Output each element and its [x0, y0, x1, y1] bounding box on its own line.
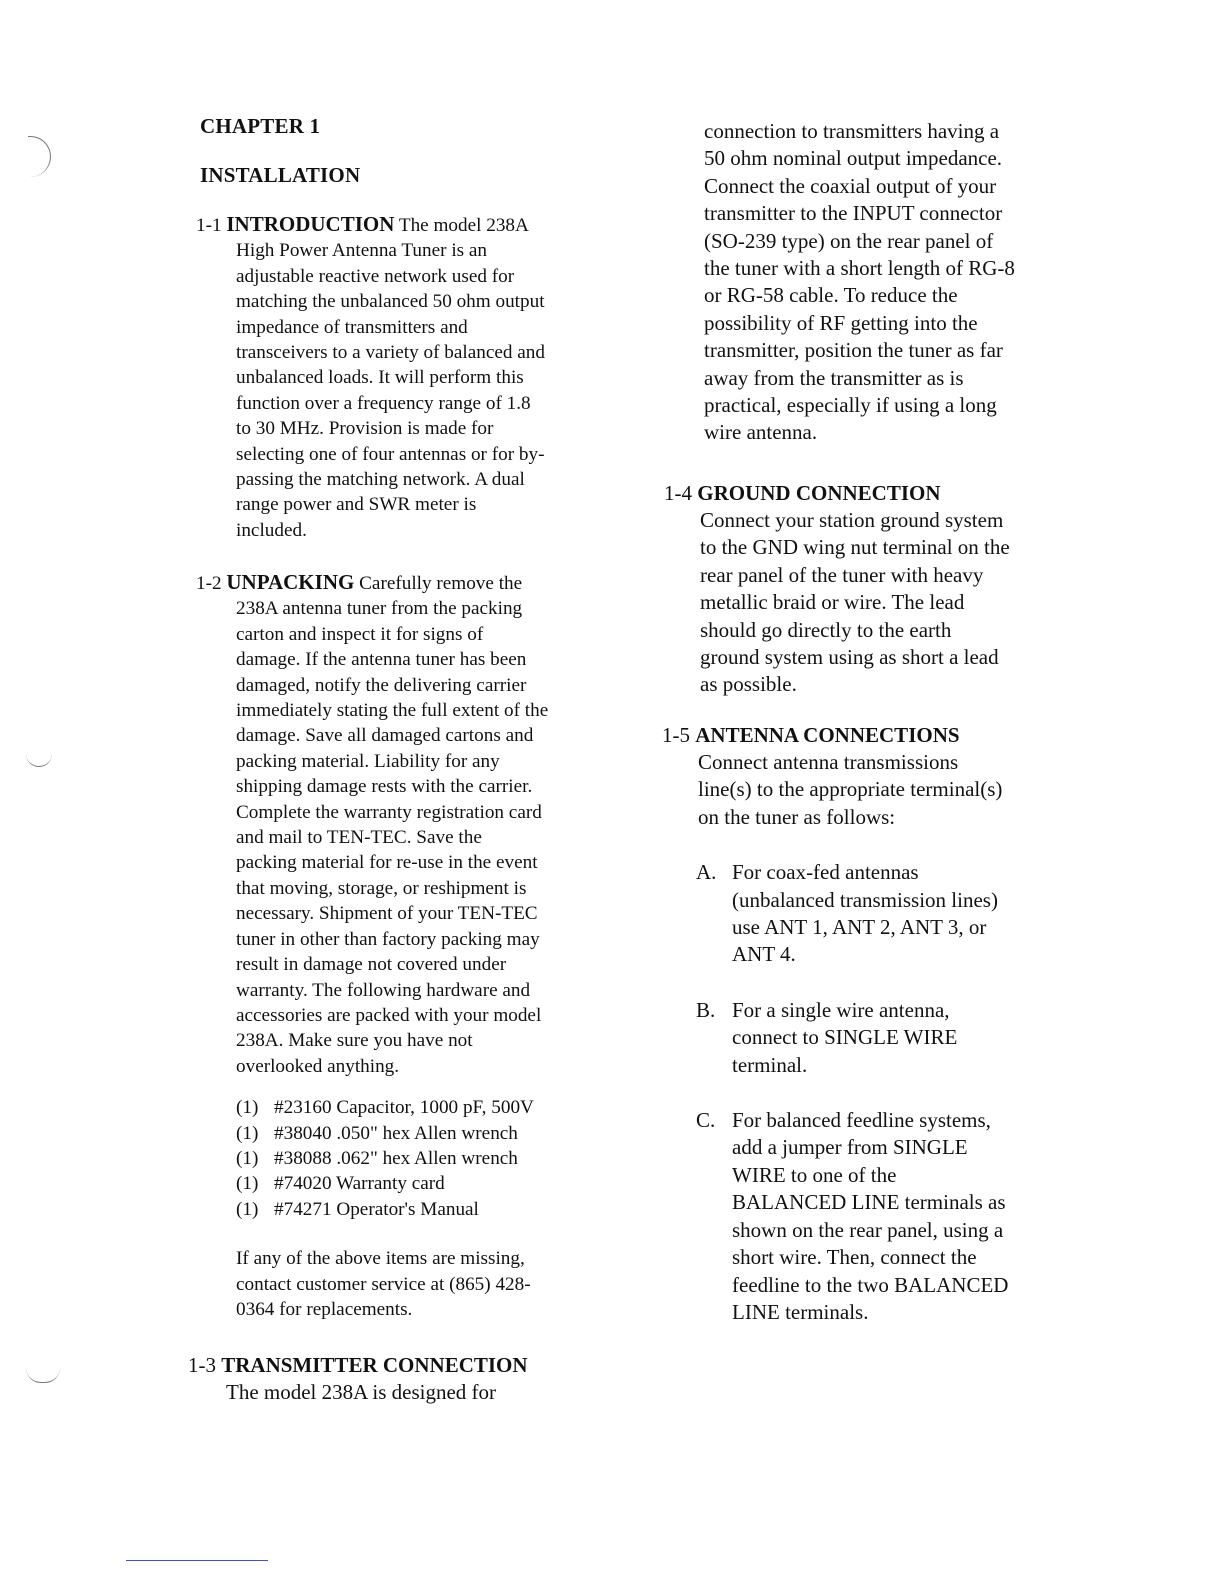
- section-ground-connection: [664, 480, 1064, 699]
- text-line: For coax-fed antennas: [732, 860, 919, 885]
- text-line: 0364 for replacements.: [236, 1298, 413, 1320]
- item-description: #23160 Capacitor, 1000 pF, 500V: [274, 1097, 534, 1119]
- item-quantity: (1): [236, 1122, 259, 1144]
- section-title: GROUND CONNECTION: [697, 481, 941, 505]
- text-line: warranty. The following hardware and: [236, 979, 531, 1001]
- text-line: selecting one of four antennas or for by-: [236, 443, 545, 465]
- text-line: Connect your station ground system: [700, 508, 1004, 532]
- text-line: connect to SINGLE WIRE: [732, 1025, 958, 1050]
- option-letter: A.: [696, 860, 717, 885]
- text-line: transmitter to the INPUT connector: [704, 201, 1003, 226]
- text-line: rear panel of the tuner with heavy: [700, 562, 984, 587]
- text-line: BALANCED LINE terminals as: [732, 1190, 1006, 1215]
- chapter-title: INSTALLATION: [200, 163, 361, 187]
- section-title: INTRODUCTION: [226, 212, 395, 236]
- antenna-option-b: [696, 997, 1062, 1079]
- text-line: ground system using as short a lead: [700, 645, 999, 670]
- antenna-option-c: [696, 1107, 1062, 1326]
- text-line: WIRE to one of the: [732, 1162, 897, 1187]
- text-line: accessories are packed with your model: [236, 1004, 542, 1026]
- item-description: #38088 .062" hex Allen wrench: [274, 1147, 518, 1169]
- section-body: The model 238A is designed for: [226, 1380, 497, 1404]
- section-number: 1-2: [196, 573, 222, 594]
- text-line: damage. Save all damaged cartons and: [236, 725, 534, 747]
- transmitter-continued: [704, 118, 1064, 447]
- parts-list: [196, 1095, 606, 1222]
- text-line: Connect antenna transmissions: [698, 750, 959, 774]
- text-line: LINE terminals.: [732, 1299, 869, 1324]
- text-line: tuner in other than factory packing may: [236, 928, 540, 950]
- text-line: impedance of transmitters and: [236, 316, 468, 338]
- section-title: UNPACKING: [226, 570, 355, 594]
- list-item: [236, 1095, 606, 1120]
- text-line: unbalanced loads. It will perform this: [236, 367, 524, 389]
- text-line: High Power Antenna Tuner is an: [236, 240, 488, 262]
- section-body: [196, 238, 606, 543]
- text-line: 238A. Make sure you have not: [236, 1030, 473, 1052]
- text-line: contact customer service at (865) 428-: [236, 1273, 531, 1295]
- item-description: #74271 Operator's Manual: [274, 1198, 479, 1220]
- section-body: [662, 749, 1062, 831]
- text-line: immediately stating the full extent of the: [236, 700, 549, 722]
- text-line: function over a frequency range of 1.8: [236, 392, 531, 414]
- text-line: matching the unbalanced 50 ohm output: [236, 291, 545, 313]
- text-line: ANT 4.: [732, 942, 796, 967]
- section-lead-text: The model 238A: [394, 215, 529, 236]
- list-item: [236, 1171, 606, 1196]
- text-line: 238A antenna tuner from the packing: [236, 598, 523, 620]
- text-line: away from the transmitter as is: [704, 365, 964, 390]
- text-line: that moving, storage, or reshipment is: [236, 877, 527, 899]
- list-item: [236, 1121, 606, 1146]
- option-letter: C.: [696, 1108, 716, 1133]
- section-number: 1-3: [188, 1353, 216, 1377]
- list-item: [236, 1197, 606, 1222]
- section-number: 1-1: [196, 215, 222, 236]
- text-line: Connect the coaxial output of your: [704, 173, 997, 198]
- text-line: included.: [236, 519, 307, 541]
- text-line: use ANT 1, ANT 2, ANT 3, or: [732, 915, 987, 940]
- text-line: damage. If the antenna tuner has been: [236, 649, 527, 671]
- punch-hole-mark-bottom: [26, 1368, 60, 1383]
- text-line: wire antenna.: [704, 420, 818, 445]
- punch-hole-mark-middle: [26, 752, 52, 767]
- section-antenna-connections: [662, 722, 1062, 1326]
- text-line: transceivers to a variety of balanced and: [236, 342, 545, 364]
- list-item: [236, 1146, 606, 1171]
- text-line: result in damage not covered under: [236, 954, 507, 976]
- text-line: practical, especially if using a long: [704, 393, 997, 418]
- text-line: connection to transmitters having a: [704, 119, 1000, 143]
- text-line: line(s) to the appropriate terminal(s): [698, 777, 1003, 802]
- text-line: necessary. Shipment of your TEN-TEC: [236, 903, 538, 925]
- section-lead-text: Carefully remove the: [354, 573, 523, 594]
- chapter-label: CHAPTER 1: [200, 114, 321, 138]
- antenna-option-a: [696, 859, 1062, 969]
- text-line: 50 ohm nominal output impedance.: [704, 146, 1003, 171]
- item-description: #38040 .050" hex Allen wrench: [274, 1122, 518, 1144]
- text-line: passing the matching network. A dual: [236, 469, 525, 491]
- text-line: packing material. Liability for any: [236, 750, 500, 772]
- item-quantity: (1): [236, 1173, 259, 1195]
- text-line: add a jumper from SINGLE: [732, 1135, 968, 1160]
- section-transmitter-connection: [188, 1352, 608, 1406]
- text-line: overlooked anything.: [236, 1055, 400, 1077]
- text-line: For balanced feedline systems,: [732, 1108, 991, 1133]
- text-line: shipping damage rests with the carrier.: [236, 776, 533, 798]
- section-body: [664, 507, 1064, 699]
- text-line: adjustable reactive network used for: [236, 265, 515, 287]
- text-line: carton and inspect it for signs of: [236, 623, 484, 645]
- section-title: ANTENNA CONNECTIONS: [695, 723, 960, 747]
- text-line: For a single wire antenna,: [732, 997, 950, 1022]
- text-line: packing material for re-use in the event: [236, 852, 538, 874]
- text-line: the tuner with a short length of RG-8: [704, 256, 1015, 281]
- text-line: metallic braid or wire. The lead: [700, 590, 965, 615]
- section-unpacking: [196, 570, 606, 1322]
- text-line: possibility of RF getting into the: [704, 310, 978, 335]
- footnote-rule: [126, 1560, 268, 1561]
- text-line: feedline to the two BALANCED: [732, 1272, 1009, 1297]
- text-line: or RG-58 cable. To reduce the: [704, 283, 958, 308]
- text-line: terminal.: [732, 1052, 808, 1077]
- text-line: should go directly to the earth: [700, 617, 952, 642]
- text-line: damaged, notify the delivering carrier: [236, 674, 527, 696]
- text-line: Complete the warranty registration card: [236, 801, 542, 823]
- punch-hole-mark-top: [28, 136, 51, 177]
- missing-items-note: [196, 1246, 606, 1322]
- text-line: as possible.: [700, 672, 797, 697]
- option-letter: B.: [696, 997, 716, 1022]
- item-quantity: (1): [236, 1198, 259, 1220]
- text-line: on the tuner as follows:: [698, 804, 896, 829]
- text-line: to the GND wing nut terminal on the: [700, 535, 1010, 560]
- text-line: short wire. Then, connect the: [732, 1245, 977, 1270]
- section-introduction: [196, 212, 606, 543]
- text-line: (SO-239 type) on the rear panel of: [704, 228, 994, 253]
- text-line: If any of the above items are missing,: [236, 1248, 525, 1270]
- text-line: shown on the rear panel, using a: [732, 1217, 1004, 1242]
- section-body: [196, 596, 606, 1079]
- text-line: transmitter, position the tuner as far: [704, 338, 1003, 363]
- section-title: TRANSMITTER CONNECTION: [221, 1353, 528, 1377]
- text-line: and mail to TEN-TEC. Save the: [236, 827, 482, 849]
- section-number: 1-4: [664, 481, 692, 505]
- text-line: to 30 MHz. Provision is made for: [236, 418, 494, 440]
- text-line: range power and SWR meter is: [236, 494, 477, 516]
- section-number: 1-5: [662, 723, 690, 747]
- item-description: #74020 Warranty card: [274, 1173, 445, 1195]
- text-line: (unbalanced transmission lines): [732, 887, 998, 912]
- item-quantity: (1): [236, 1097, 259, 1119]
- item-quantity: (1): [236, 1147, 259, 1169]
